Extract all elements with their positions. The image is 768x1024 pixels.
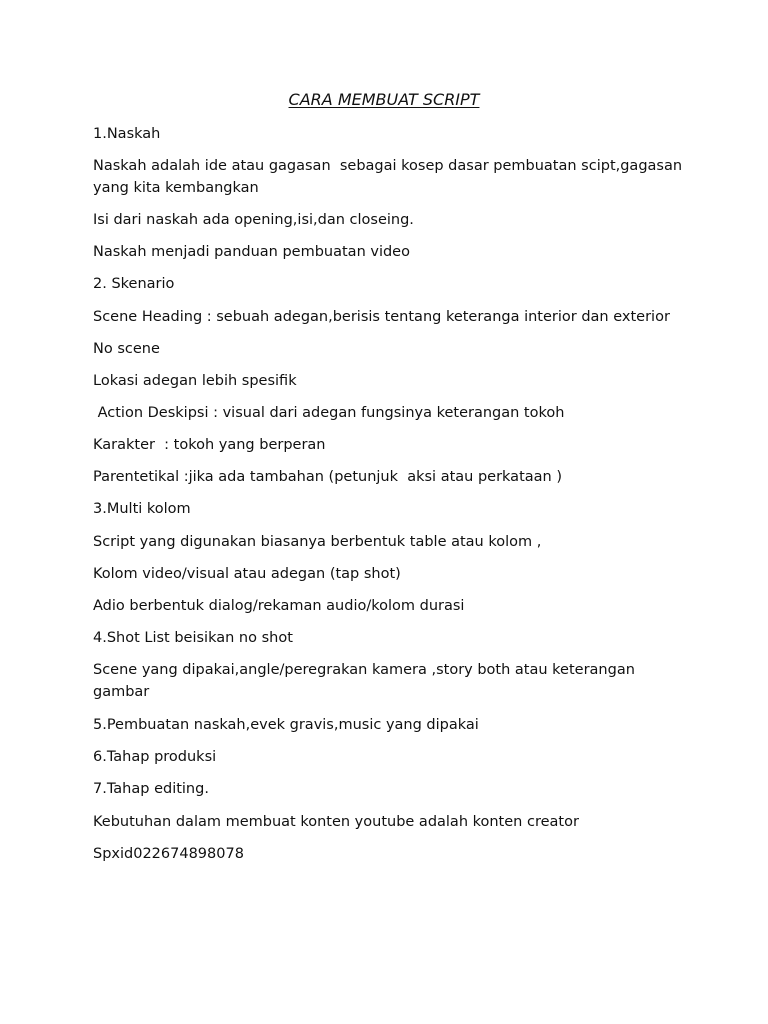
paragraph-spxid: Spxid022674898078 [93,846,244,862]
heading-skenario: 2. Skenario [93,276,175,292]
heading-pembuatan-naskah: 5.Pembuatan naskah,evek gravis,music yang dipakai [93,717,479,733]
heading-multi-kolom: 3.Multi kolom [93,501,191,517]
paragraph-no-scene: No scene [93,341,160,357]
paragraph-naskah-guide: Naskah menjadi panduan pembuatan video [93,244,410,260]
paragraph-parentetikal: Parentetikal :jika ada tambahan (petunjuk aksi atau perkataan ) [93,469,562,485]
heading-tahap-editing: 7.Tahap editing. [93,781,209,797]
heading-tahap-produksi: 6.Tahap produksi [93,749,217,765]
document-title: CARA MEMBUAT SCRIPT [288,90,480,109]
heading-shot-list: 4.Shot List beisikan no shot [93,630,293,646]
paragraph-audio: Adio berbentuk dialog/rekaman audio/kolom durasi [93,598,465,614]
paragraph-naskah-definition: Naskah adalah ide atau gagasan sebagai kosep dasar pembuatan scipt,gagasan yang kita kembangkan [93,158,687,196]
paragraph-script-table: Script yang digunakan biasanya berbentuk table atau kolom , [93,534,542,550]
heading-naskah: 1.Naskah [93,126,161,142]
paragraph-lokasi: Lokasi adegan lebih spesifik [93,373,297,389]
paragraph-kebutuhan: Kebutuhan dalam membuat konten youtube adalah konten creator [93,814,579,830]
paragraph-action: Action Deskipsi : visual dari adegan fungsinya keterangan tokoh [93,405,565,421]
paragraph-scene-angle: Scene yang dipakai,angle/peregrakan kamera ,story both atau keterangan gambar [93,662,640,700]
paragraph-kolom-video: Kolom video/visual atau adegan (tap shot) [93,566,401,582]
paragraph-karakter: Karakter : tokoh yang berperan [93,437,326,453]
paragraph-scene-heading: Scene Heading : sebuah adegan,berisis tentang keteranga interior dan exterior [93,309,670,325]
paragraph-naskah-content: Isi dari naskah ada opening,isi,dan closeing. [93,212,414,228]
